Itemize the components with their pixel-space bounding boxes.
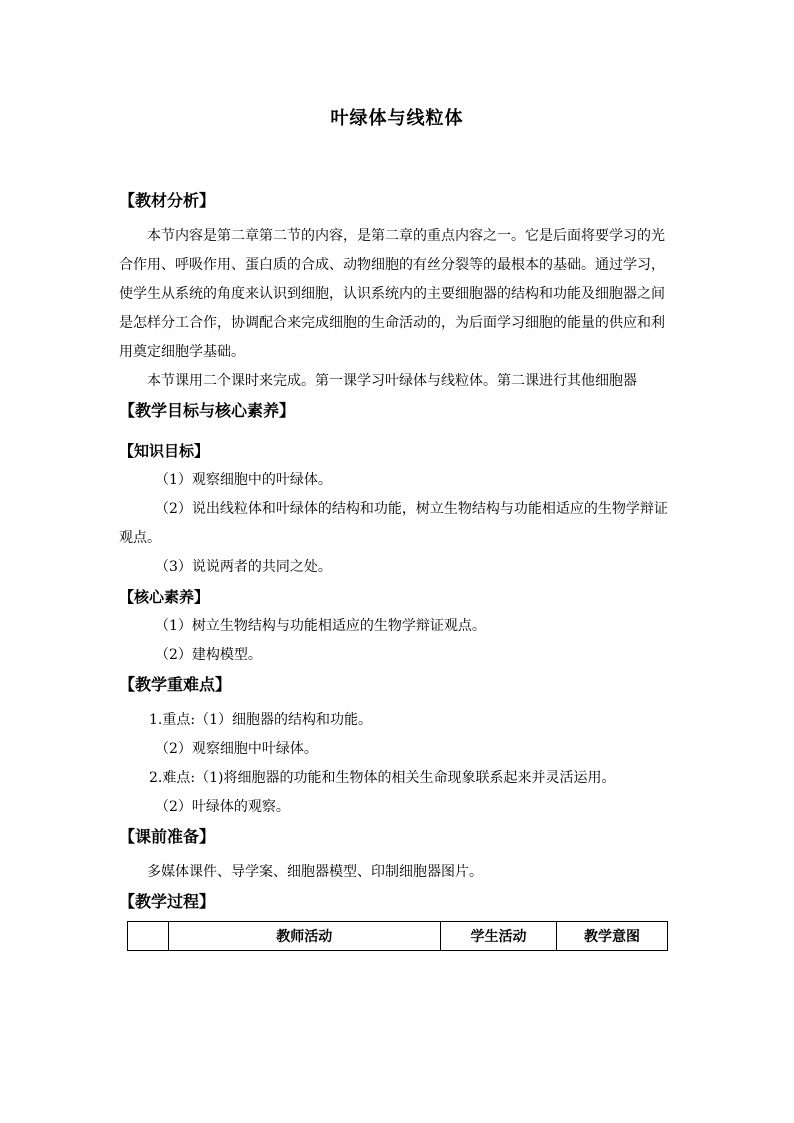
knowledge-goal-3: （3）说说两者的共同之处。 bbox=[155, 559, 332, 575]
knowledge-goal-2: （2）说出线粒体和叶绿体的结构和功能，树立生物结构与功能相适应的生物学辩证观点。 bbox=[119, 501, 668, 546]
table-header-student: 学生活动 bbox=[440, 922, 556, 951]
difficult-point-1: 2.难点:（1)将细胞器的功能和生物体的相关生命现象联系起来并灵活运用。 bbox=[149, 770, 616, 786]
page-title: 叶绿体与线粒体 bbox=[330, 108, 464, 129]
subheading-knowledge-goals: 【知识目标】 bbox=[119, 442, 210, 460]
analysis-paragraph-2: 本节课用二个课时来完成。第一课学习叶绿体与线粒体。第二课进行其他细胞器 bbox=[147, 373, 637, 389]
section-heading-process: 【教学过程】 bbox=[119, 892, 216, 911]
section-heading-goals: 【教学目标与核心素养】 bbox=[119, 401, 296, 420]
analysis-paragraph-1: 本节内容是第二章第二节的内容，是第二章的重点内容之一。它是后面将要学习的光合作用、呼吸作用、蛋白质的合成、动物细胞的有丝分裂等的最根本的基础。通过学习，使学生从系统的角度来认识到细胞，认识系统内的主要细胞器的结构和功能及细胞器之间是怎样分工合作，协调配合来完成细胞的生命活动的，为后面学习细胞的能量的供应和利用奠定细胞学基础。 bbox=[119, 228, 665, 360]
section-heading-analysis: 【教材分析】 bbox=[119, 191, 216, 210]
subheading-core-literacy: 【核心素养】 bbox=[119, 588, 210, 606]
section-heading-preparation: 【课前准备】 bbox=[119, 827, 216, 846]
table-header-blank bbox=[128, 922, 169, 951]
key-point-2: （2）观察细胞中叶绿体。 bbox=[155, 741, 318, 757]
table-header-row bbox=[128, 922, 668, 951]
difficult-point-2: （2）叶绿体的观察。 bbox=[155, 799, 290, 815]
section-heading-key-points: 【教学重难点】 bbox=[119, 675, 232, 694]
teaching-process-table bbox=[127, 921, 668, 951]
core-literacy-2: （2）建构模型。 bbox=[155, 647, 262, 663]
core-literacy-1: （1）树立生物结构与功能相适应的生物学辩证观点。 bbox=[155, 618, 486, 634]
knowledge-goal-1: （1）观察细胞中的叶绿体。 bbox=[155, 472, 332, 488]
table-header-teacher: 教师活动 bbox=[168, 922, 440, 951]
key-point-1: 1.重点:（1）细胞器的结构和功能。 bbox=[149, 712, 372, 728]
document-body bbox=[119, 186, 675, 951]
preparation-text: 多媒体课件、导学案、细胞器模型、印制细胞器图片。 bbox=[147, 864, 483, 880]
table-header-intent: 教学意图 bbox=[556, 922, 667, 951]
